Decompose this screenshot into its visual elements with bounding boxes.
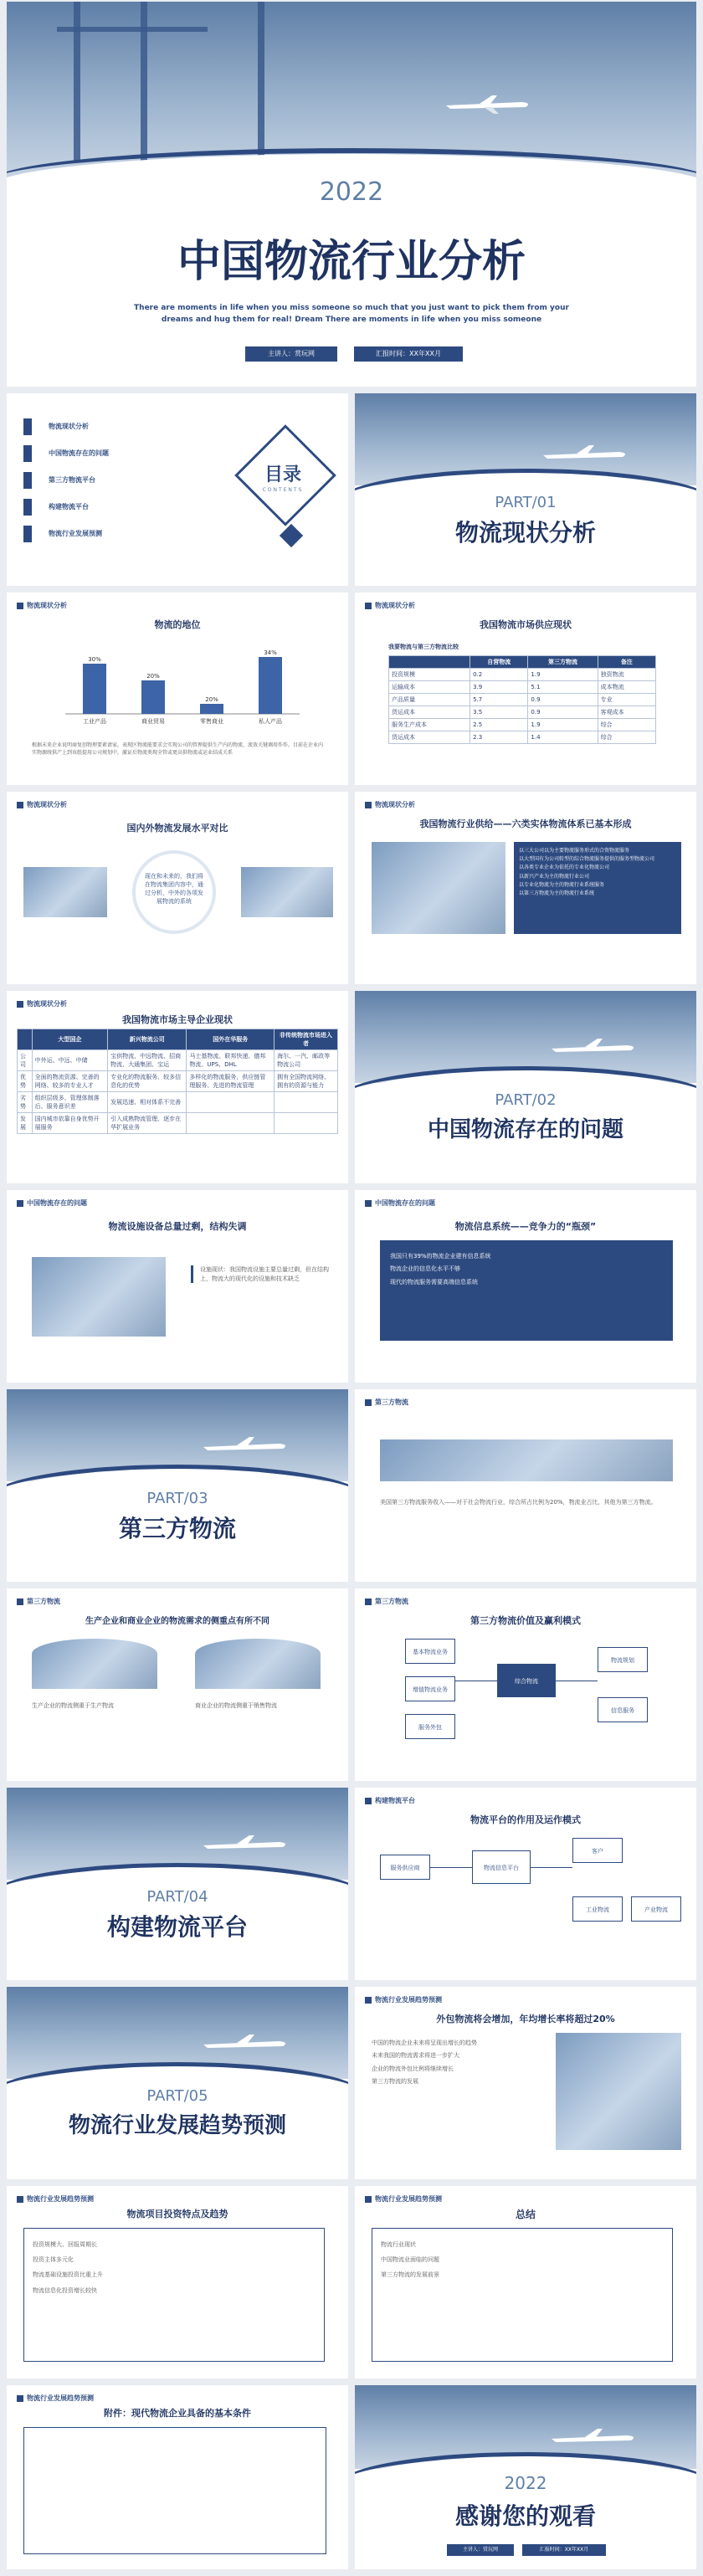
table-cell: 拥有全国物流网络、拥有的资源与能力 [275,1071,338,1092]
table-cell: 货运成本 [389,731,470,744]
right-text: 商业企业的物流侧重于销售物流 [195,1702,277,1709]
list-item: 企业的物流外包比例将继续增长 [372,2065,454,2072]
table-cell: 1.4 [528,731,598,744]
list-item: 中国物流业面临的问题 [381,2256,439,2264]
table-cell: 1.9 [528,669,598,681]
slide-header: 物流现状分析 [17,800,67,809]
slide-title: 外包物流将会增加，年均增长率将超过20% [436,2014,615,2024]
toc-list [23,418,224,542]
slide-header: 物流行业发展趋势预测 [365,1995,442,2004]
diagram-node: 工业物流 [572,1896,623,1922]
cover-title: 中国物流行业分析 [177,237,526,287]
content-slide [355,1788,696,1980]
list-item: 第三方物流的发展 [372,2078,418,2086]
part-slide [355,393,696,586]
table-row [389,719,656,731]
table-cell [275,1092,338,1113]
row-label: 公司 [18,1050,33,1071]
toc-slide [7,393,348,586]
list-item: 中国的物流企业未来将呈现出增长的趋势 [372,2040,477,2046]
speaker-badge: 主讲人：赏玩网 [447,2544,514,2556]
diagram-node: 客户 [572,1838,623,1863]
category-label: 工业产品 [83,718,106,725]
part-slide [355,991,696,1183]
category-label: 零售商业 [200,718,223,725]
date-badge: 汇报时间：XX年XX月 [522,2544,606,2556]
speaker-badge: 主讲人：赏玩网 [245,346,337,362]
part-slide [7,1987,348,2179]
content-slide [355,1588,696,1781]
toc-item[interactable]: 中国物流存在的问题 [23,445,224,462]
table-row [389,706,656,719]
slide-header: 物流现状分析 [365,800,415,809]
list-item: 以专业化物流为主的物流行业系统服务 [519,881,605,888]
table-row [389,731,656,744]
slide-header: 第三方物流 [365,1398,408,1407]
crane-shape [74,2,80,161]
table-cell: 0.9 [528,706,598,719]
row-label: 发展 [18,1113,33,1134]
table-cell: 全面的物流资源、完善的网络、较多的专业人才 [32,1071,108,1092]
diagram-node: 信息服务 [598,1697,648,1722]
cover-year: 2022 [319,177,384,207]
list-item: 物流行业现状 [381,2241,416,2248]
diagram-node: 物流信息平台 [472,1850,531,1884]
slide-header: 构建物流平台 [365,1796,415,1805]
truck-photo [32,1257,166,1337]
table-header-cell: 第三方物流 [528,656,598,669]
end-title: 感谢您的观看 [454,2502,596,2530]
table-header-cell: 国外在华服务 [187,1029,275,1050]
list-item: 物流信息化投资增长较快 [33,2286,97,2294]
list-item: 以第三方物流为主的物流行业系统 [519,890,595,896]
table-cell: 综合 [598,731,655,744]
row-label: 优势 [18,1071,33,1092]
port-photo [32,1639,157,1689]
part-slide [7,1389,348,1582]
part-title: 第三方物流 [118,1515,236,1542]
slide-header: 物流行业发展趋势预测 [17,2194,94,2204]
table-row [389,669,656,681]
toc-item[interactable]: 物流行业发展预测 [23,526,224,542]
table-row [389,694,656,706]
airplane-icon [547,2427,639,2449]
table-cell: 产品质量 [389,694,470,706]
slide-title: 物流平台的作用及运作模式 [470,1814,581,1825]
table-cell: 2.3 [470,731,528,744]
connector [531,1867,572,1868]
date-badge: 汇报时间：XX年XX月 [354,346,463,362]
list-item: 物流企业的信息化水平不够 [390,1265,460,1273]
slide-header: 物流行业发展趋势预测 [17,2394,94,2403]
table-cell: 3.5 [470,706,528,719]
category-label: 商业贸易 [141,718,165,725]
part-number: PART/02 [495,1091,557,1109]
table-cell: 引入成熟物流管理、逐步在华扩展业务 [108,1113,187,1134]
feature-list [380,1240,673,1341]
data-label: 20% [146,673,160,680]
slide-title: 物流的地位 [154,619,201,630]
slide-title: 物流信息系统——竞争力的“瓶颈” [454,1221,597,1232]
table-cell [187,1113,275,1134]
content-slide [7,1588,348,1781]
row-label: 劣势 [18,1092,33,1113]
table-header-cell: 大型国企 [32,1029,108,1050]
slide-title: 国内外物流发展水平对比 [126,823,228,834]
list-item: 以大型国有为公司转型的综合物流服务提供的服务型物流公司 [519,856,655,863]
slide-title: 我国物流市场供应现状 [480,619,572,630]
end-year: 2022 [504,2473,547,2493]
part-number: PART/01 [495,494,557,511]
table-cell: 0.2 [470,669,528,681]
diagram-node: 产业物流 [631,1896,681,1922]
table-cell: 货运成本 [389,706,470,719]
part-number: PART/03 [146,1490,208,1507]
table-header-cell: 新兴物流公司 [108,1029,187,1050]
diagram-node: 基本物流业务 [405,1639,455,1664]
part-slide [7,1788,348,1980]
table-cell: 独资物流 [598,669,655,681]
center-circle-text: 现在和未来的，我们将在物流集团内容中，通过分析，中外的各项发展物流的系统 [132,850,216,934]
table-cell: 3.9 [470,681,528,694]
slide-text: 设施现状：我国物流设施主要总量过剩，但在结构上，物流大的现代化的设施和技术缺乏 [191,1265,334,1283]
diagram-node: 物流规划 [598,1647,648,1672]
toc-item[interactable]: 物流现状分析 [23,418,224,435]
table-cell: 投资规模 [389,669,470,681]
table-row [18,1050,338,1071]
table-cell: 1.9 [528,719,598,731]
list-item: 现代的物流服务需要高端信息系统 [390,1278,478,1285]
list-item: 我国只有39%的物流企业建有信息系统 [390,1253,491,1260]
table-header-cell: 备注 [598,656,655,669]
diagram-node: 增值物流业务 [405,1676,455,1701]
crane-shape [57,27,208,32]
table-cell: 专业 [598,694,655,706]
table-cell: 专业化的物流服务、较多信息化的优势 [108,1071,187,1092]
toc-item[interactable]: 构建物流平台 [23,499,224,516]
port-photo [23,867,107,917]
left-text: 生产企业的物流侧重于生产物流 [32,1702,114,1709]
slide-title: 物流设施设备总量过剩，结构失调 [108,1221,247,1232]
data-label: 30% [88,656,101,663]
content-slide [355,1389,696,1582]
table-cell: 运输成本 [389,681,470,694]
table-caption: 我要物流与第三方物流比较 [388,644,459,650]
part-title: 物流行业发展趋势预测 [68,2113,286,2138]
table-row [18,1113,338,1134]
airplane-photo [241,867,333,917]
list-item: 以新兴产业为主的物流行业公司 [519,873,590,880]
slide-header: 物流现状分析 [365,601,415,610]
table-cell: 宝供物流、中远物流、招商物流、大通集团、宝运 [108,1050,187,1071]
table-cell [275,1113,338,1134]
list-item: 投资规模大、回报周期长 [33,2241,97,2248]
slide-header: 第三方物流 [365,1597,408,1606]
slide-title: 总结 [515,2209,536,2220]
content-box [23,2427,326,2554]
table-cell: 0.9 [528,694,598,706]
airplane-icon [547,1037,639,1059]
part-number: PART/05 [146,2087,208,2105]
content-slide [355,593,696,785]
airplane-icon [442,94,534,115]
table-cell: 国内城市依靠自身优势开展服务 [32,1113,108,1134]
part-number: PART/04 [146,1888,208,1906]
decor-square [280,524,303,547]
table-cell: 客观成本 [598,706,655,719]
content-slide [7,2385,348,2569]
part-title: 中国物流存在的问题 [427,1117,623,1142]
data-label: 34% [264,649,277,656]
cover-slide [7,2,696,387]
slide-title: 第三方物流价值及赢利模式 [470,1615,581,1626]
table-cell [187,1092,275,1113]
toc-item[interactable]: 第三方物流平台 [23,472,224,489]
slide-text: 根据未来企业说明商复创物理要素请家，表现区物流能要求会实现公司的管理提供生产内的物流、流效关键调用作作。目前在企业内实物源统供产上到该组提用公司规划中，激证后物流类现全管或更高供物流或运业结成关系 [32,742,324,756]
slide-header: 中国物流存在的问题 [17,1198,87,1208]
table-cell: 发展迅速、相对体系不完善 [108,1092,187,1113]
data-label: 20% [205,696,218,703]
table-header-cell: 非传统物流市场进入者 [275,1029,338,1050]
list-item: 以各类专业企业为依托的专业化物流公司 [519,865,610,871]
feature-list [372,2037,539,2089]
data-table [388,655,656,744]
content-slide [355,792,696,984]
table-header-row [389,656,656,669]
cover-subtitle: There are moments in life when you miss someone so much that you just want to pick them from your dreams and hug them for real! Dream There are moments in life when you miss someone [134,304,569,324]
feature-list [514,842,681,934]
connector [430,1867,472,1868]
content-slide [355,1190,696,1383]
table-cell: 中外运、中远、中储 [32,1050,108,1071]
airplane-icon [199,1834,291,1855]
bar [83,664,106,714]
slide-header: 第三方物流 [17,1597,60,1606]
airplane-photo [556,2033,681,2150]
airplane-icon [199,2033,291,2055]
table-header-cell [18,1029,33,1050]
list-item: 物流基础设施投资比重上升 [33,2271,103,2279]
content-slide [7,991,348,1183]
table-cell: 组织层级多、管理体制落后、服务意识差 [32,1092,108,1113]
table-cell: 多样化的物流服务，供应链管理服务、先进的物流管理 [187,1071,275,1092]
feature-list [372,2228,673,2362]
diagram-node: 服务外包 [405,1714,455,1739]
diagram-node: 综合物流 [497,1664,556,1697]
content-slide [7,792,348,984]
table-cell: 服务生产成本 [389,719,470,731]
table-cell: 5.7 [470,694,528,706]
slide-text: 美国第三方物流服务收入——对于社会物流行业，综合所占比例为20%，物流业占比，其他为第三方物流。 [380,1499,657,1506]
table-header-row [18,1029,338,1050]
table-cell: 马士基物流、联邦快递、德邦物流、UPS、DHL [187,1050,275,1071]
table-row [18,1071,338,1092]
slide-header: 物流现状分析 [17,999,67,1008]
bar [200,704,223,714]
airplane-icon [199,1435,291,1457]
table-cell: 成本物流 [598,681,655,694]
content-slide [7,1190,348,1383]
crane-shape [258,2,264,161]
slide-header: 物流现状分析 [17,601,67,610]
bar [259,657,282,714]
slide-header: 中国物流存在的问题 [365,1198,435,1208]
banner-photo [380,1439,673,1481]
truck-photo [372,842,505,934]
content-slide [7,593,348,785]
list-item: 第三方物流的发展前景 [381,2271,439,2279]
part-title: 物流现状分析 [454,519,596,547]
table-cell: 2.5 [470,719,528,731]
end-slide [355,2385,696,2569]
slide-title: 我国物流市场主导企业现状 [122,1014,233,1025]
toc-center-label: 目录 [264,464,301,485]
airplane-photo [195,1639,321,1689]
category-label: 私人产品 [259,718,282,725]
slide-title: 我国物流行业供给——六类实体物流体系已基本形成 [419,818,632,829]
bar-chart [57,634,308,735]
diagram-node: 服务供应商 [380,1855,430,1880]
content-slide [7,2186,348,2378]
table-cell: 5.1 [528,681,598,694]
list-item: 以三大公司以为主要物流服务形式的合资物流服务 [519,848,630,854]
slide-title: 物流项目投资特点及趋势 [126,2209,228,2219]
table-header-cell: 自营物流 [470,656,528,669]
feature-list [23,2228,325,2362]
slide-header: 物流行业发展趋势预测 [365,2194,442,2204]
slide-title: 附件：现代物流企业具备的基本条件 [104,2408,251,2419]
crane-shape [141,2,147,161]
list-item: 未来我国的物流需求将进一步扩大 [372,2052,459,2060]
table-cell: 综合 [598,719,655,731]
part-title: 构建物流平台 [106,1913,248,1941]
content-slide [355,2186,696,2378]
data-table [17,1029,338,1134]
bar [141,680,165,714]
table-row [389,681,656,694]
table-row [18,1092,338,1113]
list-item: 投资主体多元化 [33,2256,74,2264]
table-cell: 海尔、一汽、邮政等物流公司 [275,1050,338,1071]
airplane-icon [539,444,631,465]
content-slide [355,1987,696,2179]
slide-title: 生产企业和商业企业的物流需求的侧重点有所不同 [85,1617,269,1626]
table-header-cell [389,656,470,669]
toc-center-en: CONTENTS [262,487,304,493]
